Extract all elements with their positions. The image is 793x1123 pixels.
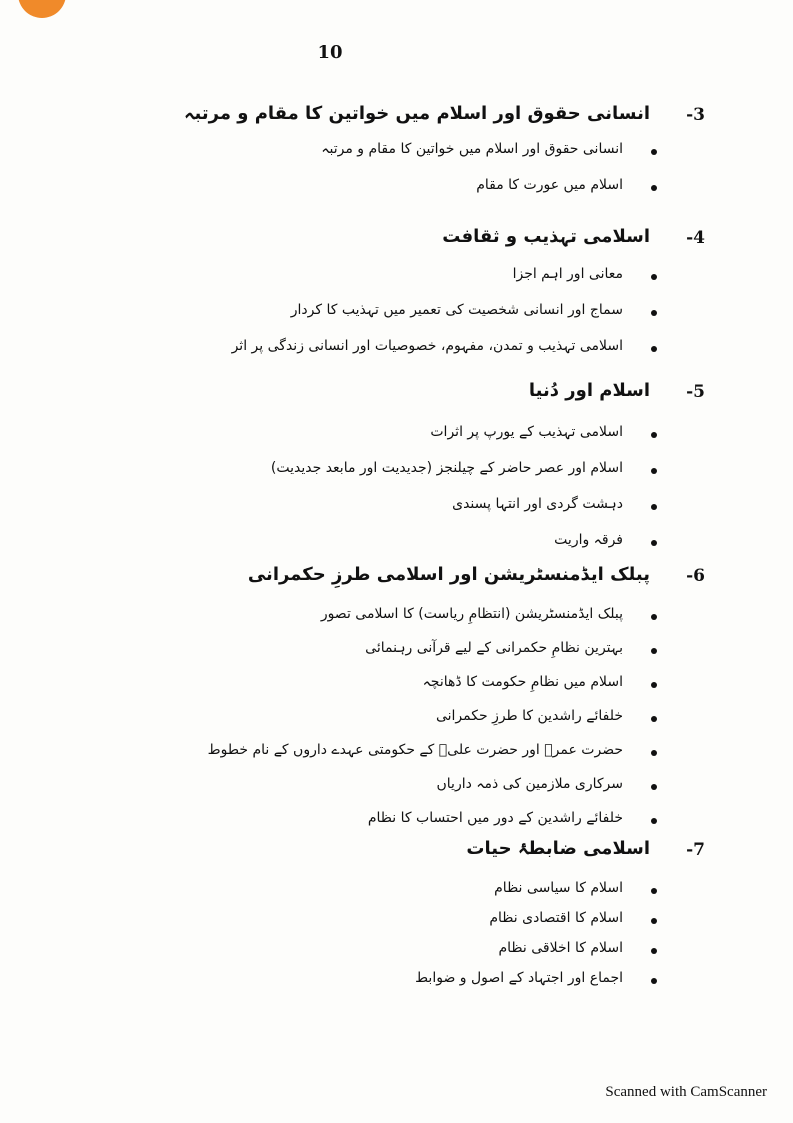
item-text: اجماع اور اجتہاد کے اصول و ضوابط [415, 970, 623, 986]
bullet-icon [651, 918, 657, 924]
section-heading [185, 380, 705, 410]
bullet-icon [651, 185, 657, 191]
list-item [185, 530, 705, 566]
list-item [185, 706, 705, 740]
list-item [185, 336, 705, 372]
section-title: انسانی حقوق اور اسلام میں خواتین کا مقام و مرتبہ [183, 103, 650, 124]
bullet-icon [651, 149, 657, 155]
item-text: اسلام کا اقتصادی نظام [489, 910, 623, 926]
list-item [185, 878, 705, 908]
list-item [185, 458, 705, 494]
list-item [185, 422, 705, 458]
item-text: بہترین نظامِ حکمرانی کے لیے قرآنی رہنمائی [365, 640, 623, 656]
section-title: اسلامی ضابطۂ حیات [466, 838, 650, 859]
section-title: پبلک ایڈمنسٹریشن اور اسلامی طرزِ حکمرانی [247, 564, 650, 585]
item-text: اسلام میں نظامِ حکومت کا ڈھانچہ [422, 674, 623, 690]
item-text: خلفائے راشدین کے دور میں احتساب کا نظام [367, 810, 623, 826]
item-text: اسلامی تہذیب کے یورپ پر اثرات [430, 424, 623, 440]
bullet-icon [651, 716, 657, 722]
bullet-icon [651, 750, 657, 756]
list-item [185, 672, 705, 706]
item-text: انسانی حقوق اور اسلام میں خواتین کا مقام و مرتبہ [321, 141, 623, 157]
bullet-icon [651, 978, 657, 984]
section-number: -3 [686, 105, 705, 125]
section-4 [185, 226, 705, 372]
section-items [185, 422, 705, 566]
bullet-icon [651, 648, 657, 654]
bullet-icon [651, 468, 657, 474]
section-3 [185, 103, 705, 211]
scanner-watermark: Scanned with CamScanner [605, 1084, 767, 1100]
section-items [185, 878, 705, 998]
item-text: حضرت عمرؓ اور حضرت علیؓ کے حکومتی عہدے داروں کے نام خطوط [207, 742, 623, 758]
section-heading [185, 564, 705, 594]
list-item [185, 774, 705, 808]
bullet-icon [651, 614, 657, 620]
list-item [185, 175, 705, 211]
list-item [185, 908, 705, 938]
section-items [185, 604, 705, 842]
item-text: خلفائے راشدین کا طرزِ حکمرانی [435, 708, 623, 724]
page-number: 10 [317, 42, 343, 63]
bullet-icon [651, 310, 657, 316]
item-text: سرکاری ملازمین کی ذمہ داریاں [436, 776, 623, 792]
list-item [185, 139, 705, 175]
section-heading [185, 838, 705, 868]
bullet-icon [651, 682, 657, 688]
section-heading [185, 103, 705, 133]
item-text: معانی اور اہم اجزا [512, 266, 623, 282]
item-text: فرقہ واریت [554, 532, 623, 548]
section-5 [185, 380, 705, 566]
list-item [185, 264, 705, 300]
bullet-icon [651, 274, 657, 280]
item-text: سماج اور انسانی شخصیت کی تعمیر میں تہذیب کا کردار [290, 302, 623, 318]
section-number: -5 [686, 382, 705, 402]
list-item [185, 968, 705, 998]
bullet-icon [651, 346, 657, 352]
item-text: اسلام کا اخلاقی نظام [498, 940, 623, 956]
orange-corner-mark [18, 0, 66, 18]
bullet-icon [651, 818, 657, 824]
bullet-icon [651, 540, 657, 546]
list-item [185, 808, 705, 842]
item-text: دہشت گردی اور انتہا پسندی [452, 496, 623, 512]
item-text: اسلام اور عصر حاضر کے چیلنجز (جدیدیت اور مابعد جدیدیت) [270, 460, 623, 476]
item-text: اسلام کا سیاسی نظام [494, 880, 623, 896]
section-items [185, 264, 705, 372]
bullet-icon [651, 948, 657, 954]
bullet-icon [651, 888, 657, 894]
bullet-icon [651, 432, 657, 438]
item-text: پبلک ایڈمنسٹریشن (انتظامِ ریاست) کا اسلامی تصور [320, 606, 623, 622]
section-7 [185, 838, 705, 998]
section-number: -7 [686, 840, 705, 860]
list-item [185, 740, 705, 774]
list-item [185, 494, 705, 530]
section-6 [185, 564, 705, 842]
list-item [185, 604, 705, 638]
section-title: اسلامی تہذیب و ثقافت [442, 226, 650, 247]
item-text: اسلامی تہذیب و تمدن، مفہوم، خصوصیات اور انسانی زندگی پر اثر [231, 338, 623, 354]
bullet-icon [651, 784, 657, 790]
section-number: -4 [686, 228, 705, 248]
section-items [185, 139, 705, 211]
list-item [185, 300, 705, 336]
bullet-icon [651, 504, 657, 510]
list-item [185, 638, 705, 672]
section-number: -6 [686, 566, 705, 586]
item-text: اسلام میں عورت کا مقام [476, 177, 623, 193]
section-title: اسلام اور دُنیا [528, 380, 650, 401]
list-item [185, 938, 705, 968]
section-heading [185, 226, 705, 256]
